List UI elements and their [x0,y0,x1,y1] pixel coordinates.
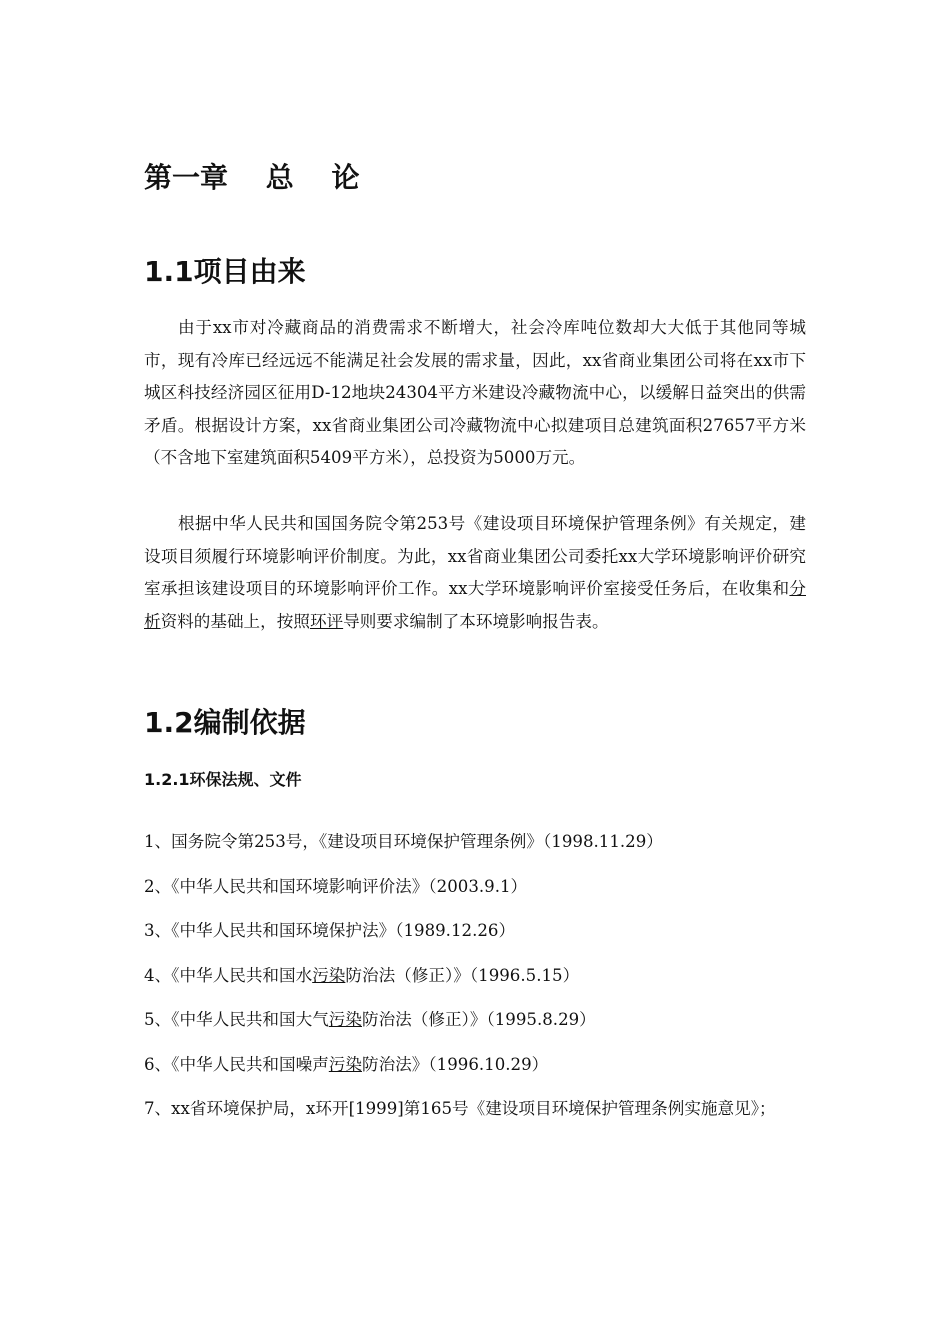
paragraph-text: 根据中华人民共和国国务院令第253号《建设项目环境保护管理条例》有关规定，建设项目须履行环境影响评价制度。为此，xx省商业集团公司委托xx大学环境影响评价研究室承担该建设项目的环境影响评价工作。xx大学环境影响评价室接受任务后，在收集和 [144,514,806,598]
list-item-text: 防治法（修正）》（1996.5.15） [345,965,580,985]
list-item-text: 6、《中华人民共和国噪声 [144,1054,329,1074]
list-item [144,1008,806,1053]
paragraph-text: 导则要求编制了本环境影响报告表。 [343,611,609,631]
underlined-term-pollution: 污染 [312,965,346,985]
underlined-term-eia: 环评 [309,611,344,631]
paragraph-project-origin: 由于xx市对冷藏商品的消费需求不断增大，社会冷库吨位数却大大低于其他同等城市，现有冷库已经远远不能满足社会发展的需求量，因此，xx省商业集团公司将在xx市下城区科技经济园区征用D-12地块24304平方米建设冷藏物流中心，以缓解日益突出的供需矛盾。根据设计方案，xx省商业集团公司冷藏物流中心拟建项目总建筑面积27657平方米（不含地下室建筑面积5409平方米），总投资为5000万元。 [144,318,806,467]
list-item-text: 4、《中华人民共和国水 [144,965,313,985]
paragraph-text: 资料的基础上，按照 [160,611,310,631]
chapter-title: 第一章 总 论 [144,161,360,194]
underlined-term-pollution: 污染 [328,1010,362,1029]
list-item: 1、国务院令第253号，《建设项目环境保护管理条例》（1998.11.29） [144,832,663,851]
list-item: 3、《中华人民共和国环境保护法》（1989.12.26） [144,921,516,940]
subsection-title-1-2-1: 1.2.1环保法规、文件 [144,770,302,789]
paragraph-regulation-basis [144,508,806,638]
list-item: 2、《中华人民共和国环境影响评价法》（2003.9.1） [144,876,528,896]
list-item: 7、xx省环境保护局，x环开[1999]第165号《建设项目环境保护管理条例实施意见》； [144,1099,776,1118]
section-title-1-1: 1.1项目由来 [144,255,306,288]
section-title-1-2: 1.2编制依据 [144,706,306,739]
list-item-text: 5、《中华人民共和国大气 [144,1010,329,1029]
list-item [144,964,806,1009]
list-item-text: 防治法》（1996.10.29） [361,1054,549,1074]
regulation-list [144,830,806,1131]
underlined-term-analysis: 分析 [144,579,806,631]
list-item-text: 防治法（修正）》（1995.8.29） [361,1010,596,1029]
underlined-term-pollution: 污染 [328,1054,362,1074]
